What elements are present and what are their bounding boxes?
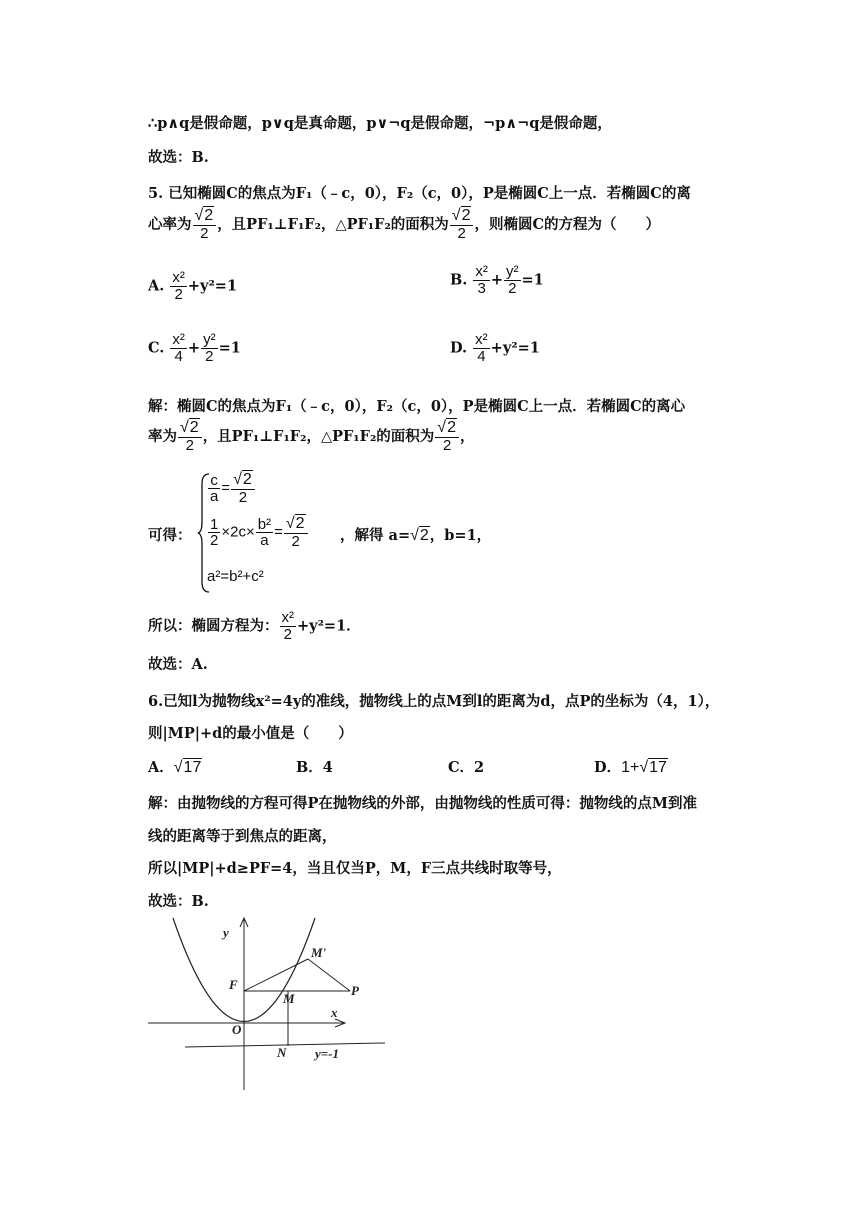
fm-segment [244,959,308,991]
prev-conclusion: ∴p∧q是假命题，p∨q是真命题，p∨¬q是假命题，¬p∧¬q是假命题， [148,115,612,132]
label-f: F [229,977,238,992]
label-m-prime: M' [311,945,327,960]
q6-option-d: D．1+√17 [594,759,667,776]
q5-solution-line1: 解：椭圆C的焦点为F₁（﹣c，0），F₂（c，0），P是椭圆C上一点．若椭圆C的离心 [148,398,686,415]
system-row-1: $\frac{c}{a}$ = $\frac{√2}{2}$ [207,472,256,506]
mp-segment [308,959,350,991]
q6-stem-line2: 则|MP|+d的最小值是（ ） [148,725,353,742]
parabola-figure [145,915,395,1095]
system-row-2: $\frac{1}{2}$ ×2c× $\frac{\text{b²}}{a}$ = $\frac{√2}{2}$ [207,516,309,550]
q6-option-a: A．√17 [148,759,202,776]
label-directrix: y=-1 [315,1046,340,1061]
q6-answer: 故选：B. [148,893,209,910]
q5-stem-line1 [148,182,691,203]
q5-result: 所以：椭圆方程为： $\frac{\text{x²}}{2}$ +y²=1． [148,609,361,643]
label-x: x [331,1005,338,1020]
q6-solution-line3: 所以|MP|+d≥PF=4，当且仅当P，M，F三点共线时取等号， [148,860,562,877]
q5-stem-line2: 心率为 $\frac{√2}{2}$ ，且PF₁⊥F₁F₂，△PF₁F₂的面积为 $\frac{√2}{2}$ ，则椭圆C的方程为（ ） [148,207,661,242]
q5-answer: 故选：A. [148,656,208,673]
q5-option-d: D. $\frac{\text{x²}}{4}$ +y²=1 [450,331,540,365]
label-y: y [223,925,229,940]
label-p: P [351,983,359,998]
q6-stem-line1: 6.已知l为抛物线x²=4y的准线，抛物线上的点M到l的距离为d，点P的坐标为（4，1）， [148,693,720,710]
q5-stem1: 已知椭圆C的焦点为F₁（﹣c，0），F₂（c，0），P是椭圆C上一点．若椭圆C的离 [168,185,691,202]
q5-option-b: B. $\frac{\text{x²}}{3}$ + $\frac{\text{y²}}{2}$ =1 [450,263,544,297]
q5-option-a: A. $\frac{\text{x²}}{2}$ +y²=1 [148,269,238,303]
q5-solution-line2: 率为 $\frac{√2}{2}$ ，且PF₁⊥F₁F₂，△PF₁F₂的面积为 $\frac{√2}{2}$ ， [148,419,475,454]
q6-option-b: B．4 [296,759,333,776]
label-n: N [277,1045,287,1060]
q5-number: 5. [148,185,164,202]
sqrt2-over-2: $\frac{√2}{2}$ [193,208,217,242]
q5-solved: ，解得 a=√2，b=1， [340,527,492,544]
sqrt2-over-2: $\frac{√2}{2}$ [450,208,474,242]
label-origin: O [232,1022,242,1037]
q6-solution-line1: 解：由抛物线的方程可得P在抛物线的外部，由抛物线的性质可得：抛物线的点M到准 [148,795,697,812]
system-row-3: a²=b²+c² [207,568,264,585]
q6-option-c: C．2 [448,759,485,776]
q5-option-c: C. $\frac{\text{x²}}{4}$ + $\frac{\text{y²}}{2}$ =1 [148,331,241,365]
prev-answer: 故选：B. [148,149,209,166]
label-m: M [283,991,295,1006]
q5-keyi: 可得： [148,527,192,544]
q6-solution-line2: 线的距离等于到焦点的距离， [148,828,337,845]
